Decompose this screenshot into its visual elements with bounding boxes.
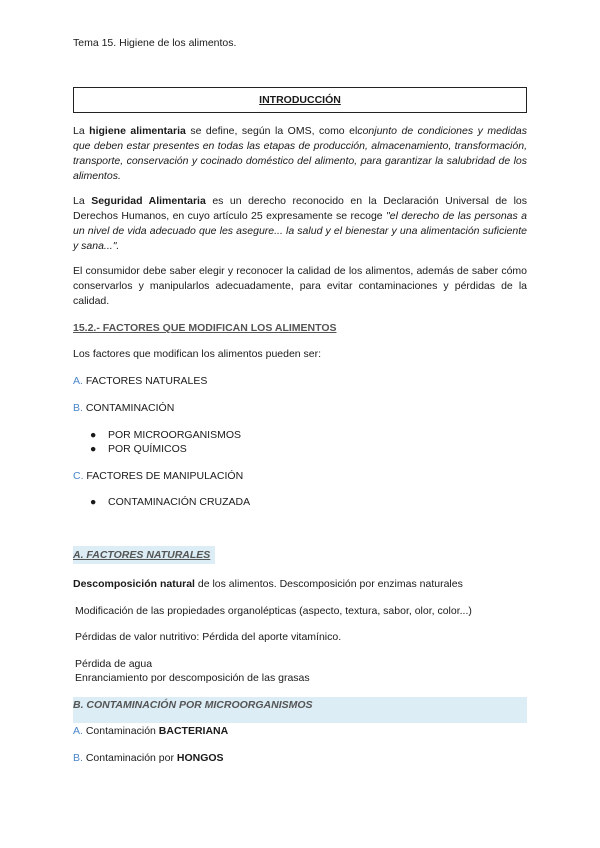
page-header: Tema 15. Higiene de los alimentos. xyxy=(73,37,237,49)
natural-line-2: Modificación de las propiedades organolépticas (aspecto, textura, sabor, olor, color...) xyxy=(75,605,472,617)
intro-paragraph-1 xyxy=(73,124,527,184)
micro-a-pre: Contaminación xyxy=(82,725,159,737)
factor-a xyxy=(73,375,207,387)
natural-line-1-bold: Descomposición natural xyxy=(73,578,195,590)
intro-paragraph-2 xyxy=(73,194,527,254)
factor-c xyxy=(73,470,243,482)
factor-a-letter: A. xyxy=(73,375,83,387)
micro-section-title: B. CONTAMINACIÓN POR MICROORGANISMOS xyxy=(73,699,313,711)
p2-pre: La xyxy=(73,195,92,207)
bullet-item xyxy=(90,429,241,441)
factors-intro: Los factores que modifican los alimentos pueden ser: xyxy=(73,348,322,360)
p1-bold: higiene alimentaria xyxy=(89,125,186,137)
factor-c-letter: C. xyxy=(73,470,84,482)
micro-item-a xyxy=(73,725,228,737)
micro-item-b xyxy=(73,752,224,764)
bullet-item xyxy=(90,496,250,508)
natural-section-title: A. FACTORES NATURALES xyxy=(73,549,211,561)
bullet-text: POR MICROORGANISMOS xyxy=(108,429,242,441)
natural-line-1 xyxy=(73,577,463,591)
factor-b-text: CONTAMINACIÓN xyxy=(82,402,175,414)
micro-b-letter: B. xyxy=(73,752,83,764)
intro-title: INTRODUCCIÓN xyxy=(259,94,341,106)
micro-a-bold: BACTERIANA xyxy=(158,725,229,737)
bullet-text: POR QUÍMICOS xyxy=(108,443,187,455)
p2-mid: es un derecho reconocido en la Declaración Universal de los Derechos Humanos, en cuyo artículo 25 expresamente se recoge xyxy=(73,195,527,222)
natural-line-1-rest: de los alimentos. Descomposición por enzimas naturales xyxy=(194,578,463,590)
intro-paragraph-3: El consumidor debe saber elegir y reconocer la calidad de los alimentos, además de saber cómo conservarlos y manipularlos adecuadamente, para evitar contaminaciones y pérdidas de la calidad. xyxy=(73,265,527,307)
factor-c-text: FACTORES DE MANIPULACIÓN xyxy=(83,470,244,482)
p1-pre: La xyxy=(73,125,90,137)
factor-b xyxy=(73,402,174,414)
intro-title-box xyxy=(73,87,527,113)
p2-bold: Seguridad Alimentaria xyxy=(91,195,206,207)
factors-section-title: 15.2.- FACTORES QUE MODIFICAN LOS ALIMENTOS xyxy=(73,322,337,334)
natural-line-4: Pérdida de agua xyxy=(75,658,153,670)
micro-a-letter: A. xyxy=(73,725,83,737)
p2-italic: "el derecho de las personas a un nivel de vida adecuado que les asegure... la salud y el bienestar y una alimentación suficiente y sana...". xyxy=(73,210,527,252)
bullet-icon: ● xyxy=(90,443,97,455)
factor-b-letter: B. xyxy=(73,402,83,414)
bullet-item xyxy=(90,443,187,455)
natural-line-3: Pérdidas de valor nutritivo: Pérdida del aporte vitamínico. xyxy=(75,631,342,643)
micro-b-pre: Contaminación por xyxy=(82,752,177,764)
micro-b-bold: HONGOS xyxy=(176,752,224,764)
bullet-text: CONTAMINACIÓN CRUZADA xyxy=(108,496,251,508)
bullet-icon: ● xyxy=(90,496,97,508)
bullet-icon: ● xyxy=(90,429,97,441)
factor-a-text: FACTORES NATURALES xyxy=(82,375,208,387)
p1-mid: se define, según la OMS, como el xyxy=(185,125,358,137)
natural-line-5: Enranciamiento por descomposición de las grasas xyxy=(75,672,310,684)
p1-italic: conjunto de condiciones y medidas que deben estar presentes en todas las etapas de producción, almacenamiento, transformación, transporte, conservación y cocinado doméstico del alimento, para garantizar la salubridad de los alimentos. xyxy=(73,125,528,182)
